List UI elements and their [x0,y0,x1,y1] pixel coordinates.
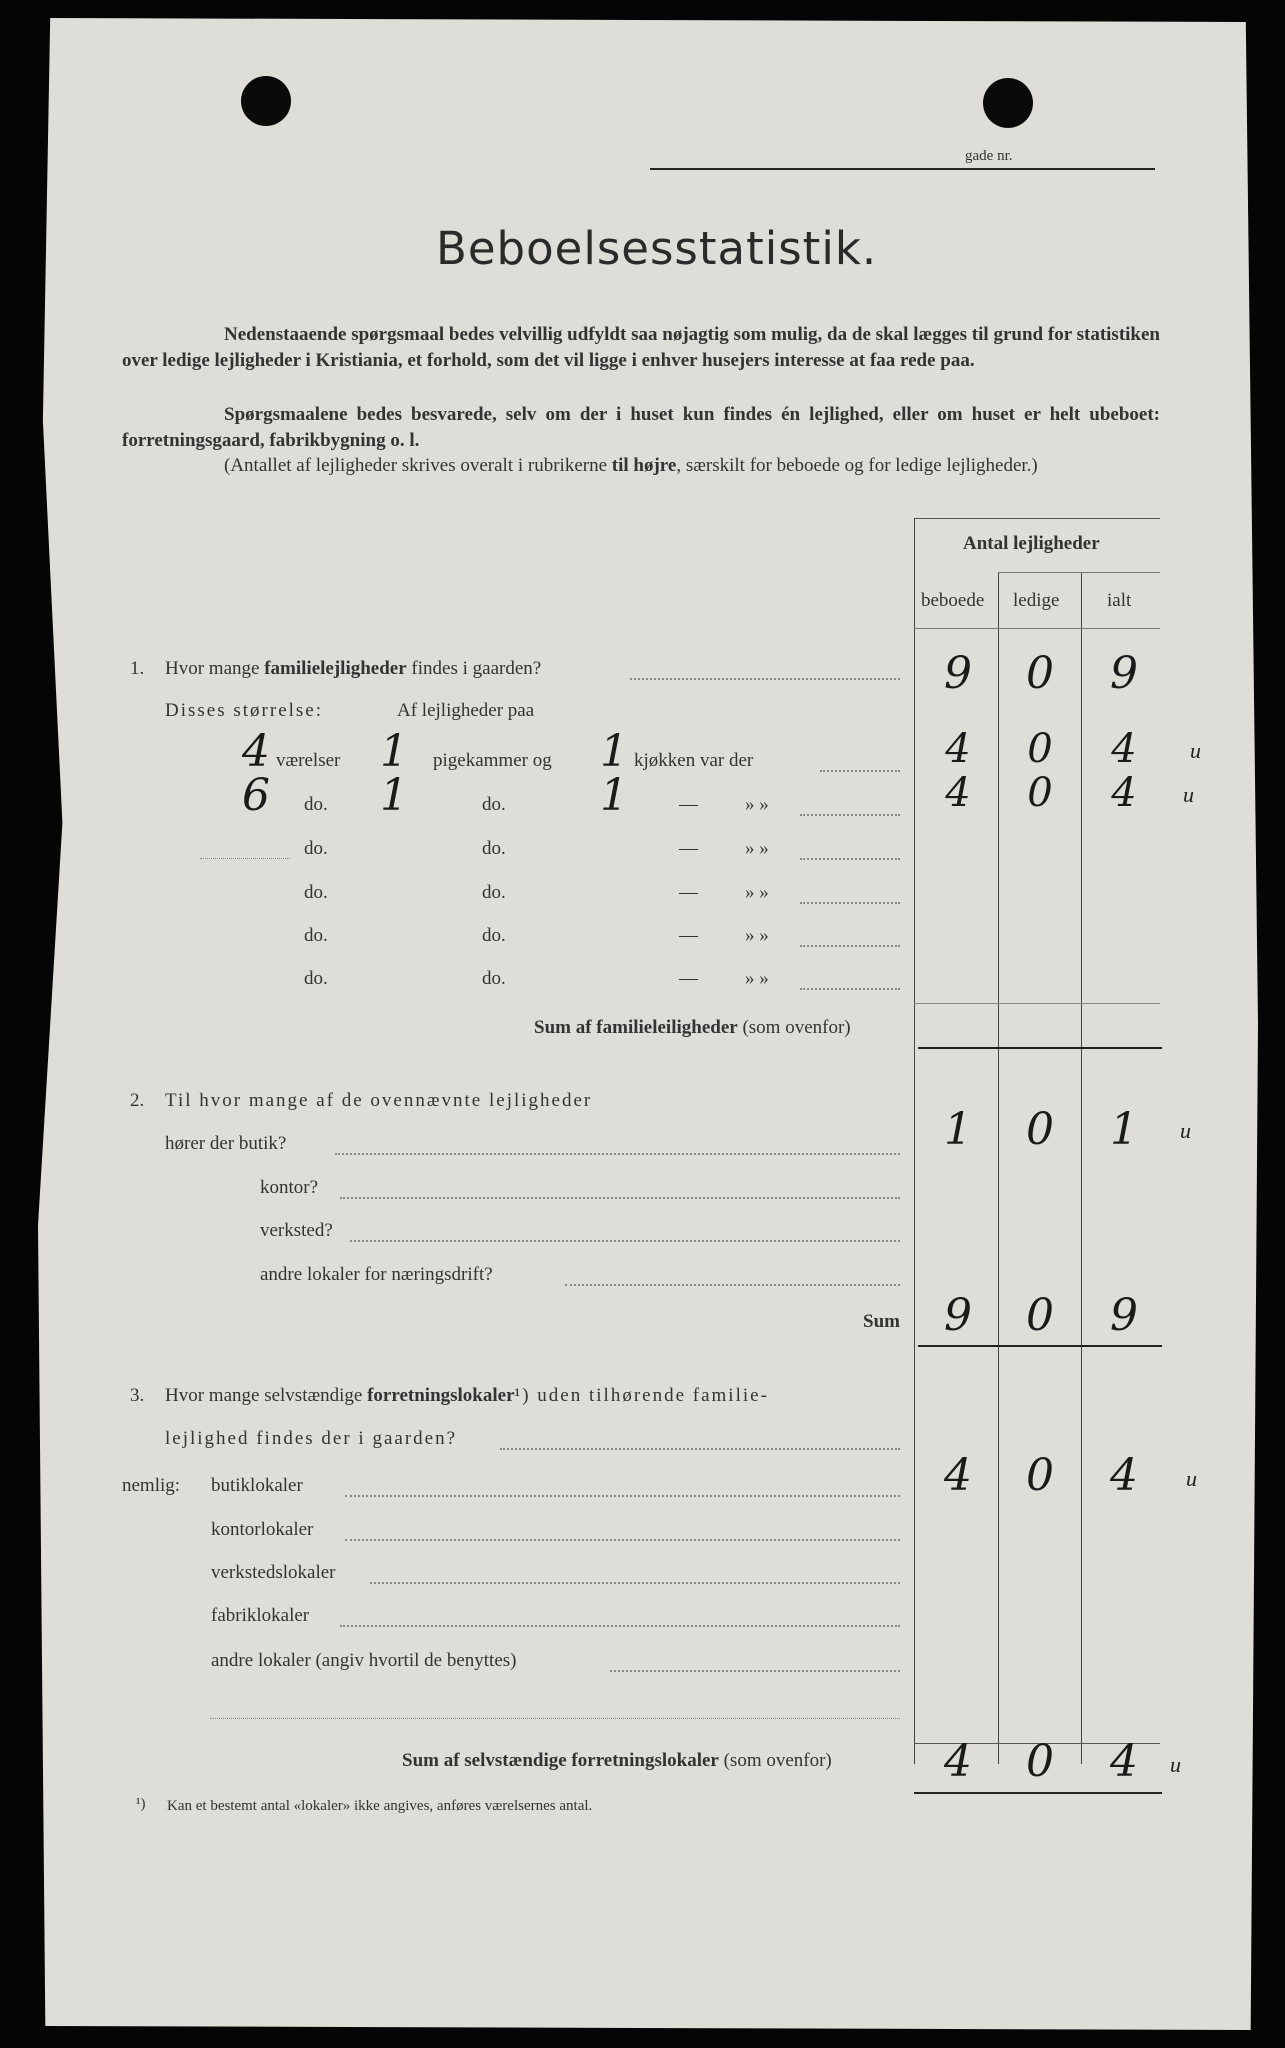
size-intro-2: Af lejligheder paa [397,700,535,721]
q1-ledige: 0 [1026,648,1054,699]
size-intro: Disses størrelse: [165,700,324,721]
q2-number: 2. [130,1090,145,1111]
punch-hole-left [241,76,291,126]
q3-question-line2: lejlighed findes der i gaarden? [165,1428,458,1449]
gade-line [650,168,1155,170]
footnote-mark: ¹) [136,1796,146,1812]
intro-paragraph-1: Nedenstaaende spørgsmaal bedes velvillig udfyldt saa nøjagtig som mulig, da de skal lægges til grund for statistiken over ledige lejligheder i Kristiania, et forhold, som det vil ligge i enhver husejers interesse at faa rede paa. [122,324,1160,371]
row2-kitchen: 1 [600,770,628,821]
table-left-border [914,518,915,1764]
row1-ledige: 0 [1027,726,1053,772]
q1-ialt: 9 [1110,648,1138,699]
q3-butik-ialt: 4 [1110,1450,1138,1501]
row1-ialt: 4 [1111,726,1137,772]
row1-girls: 1 [380,726,408,777]
footnote-text: Kan et bestemt antal «lokaler» ikke angives, anføres værelsernes antal. [167,1798,593,1814]
q2-butik-beboede: 1 [944,1104,972,1155]
row2-girls: 1 [380,770,408,821]
q3-sum-mark: u [1170,1752,1181,1777]
row2-beboede: 4 [945,770,971,816]
q1-sum-label: Sum af familieleiligheder (som ovenfor) [534,1017,851,1038]
q3-number: 3. [130,1385,145,1406]
q2-andre-label: andre lokaler for næringsdrift? [260,1264,493,1285]
q3-andre-label: andre lokaler (angiv hvortil de benyttes) [211,1650,517,1671]
girls-label: pigekammer og [433,750,552,771]
col-header-ledige: ledige [1013,590,1060,611]
q3-question: Hvor mange selvstændige forretningslokaler¹) uden tilhørende familie- [165,1385,769,1406]
kitchen-label: kjøkken var der [634,750,754,771]
intro-paragraph-2: Spørgsmaalene bedes besvarede, selv om der i huset kun findes én lejlighed, eller om huset er helt ubeboet: forretningsgaard, fabrikbygning o. l. [122,404,1160,451]
col-header-ialt: ialt [1107,590,1132,611]
row1-rooms: 4 [242,726,270,777]
q3-kontor-label: kontorlokaler [211,1519,314,1540]
q2-question: Til hvor mange af de ovennævnte lejligheder [165,1090,593,1111]
q3-butik-label: butiklokaler [211,1475,303,1496]
q2-sum-beboede: 9 [944,1290,972,1341]
q2-kontor-label: kontor? [260,1177,319,1198]
q1-beboede: 9 [944,648,972,699]
q3-fabrik-label: fabriklokaler [211,1605,310,1626]
q1-number: 1. [130,658,145,679]
row2-ialt: 4 [1111,770,1137,816]
q3-butik-ledige: 0 [1026,1450,1054,1501]
q2-butik-mark: u [1180,1118,1191,1143]
q2-butik-ledige: 0 [1026,1104,1054,1155]
table-group-header: Antal lejligheder [963,533,1100,554]
q2-sum-label: Sum [863,1311,900,1332]
row1-mark: u [1190,738,1201,763]
row1-kitchen: 1 [600,726,628,777]
row1-beboede: 4 [945,726,971,772]
q3-sum-ialt: 4 [1110,1736,1138,1787]
q3-sum-ledige: 0 [1026,1736,1054,1787]
col-header-beboede: beboede [921,590,985,611]
q2-verksted-label: verksted? [260,1220,333,1241]
row2-ledige: 0 [1027,770,1053,816]
q3-butik-beboede: 4 [944,1450,972,1501]
q2-sum-ialt: 9 [1110,1290,1138,1341]
intro-paragraph-3: (Antallet af lejligheder skrives overalt i rubrikerne til højre, særskilt for beboede og for ledige lejligheder.) [224,455,1038,476]
gade-label: gade nr. [965,148,1013,164]
q3-butik-mark: u [1186,1466,1197,1491]
q3-sum-label: Sum af selvstændige forretningslokaler (som ovenfor) [402,1750,832,1771]
q1-question: Hvor mange familielejligheder findes i gaarden? [165,658,542,679]
row2-mark: u [1183,782,1194,807]
q2-butik-ialt: 1 [1110,1104,1138,1155]
punch-hole-right [983,78,1033,128]
q2-butik-label: hører der butik? [165,1133,287,1154]
q3-nemlig: nemlig: [122,1475,181,1496]
q2-sum-ledige: 0 [1026,1290,1054,1341]
q3-sum-beboede: 4 [944,1736,972,1787]
rooms-label: værelser [276,750,341,771]
row2-rooms: 6 [242,770,270,821]
page-title: Beboelsesstatistik. [436,222,878,275]
q3-verksted-label: verkstedslokaler [211,1562,336,1583]
